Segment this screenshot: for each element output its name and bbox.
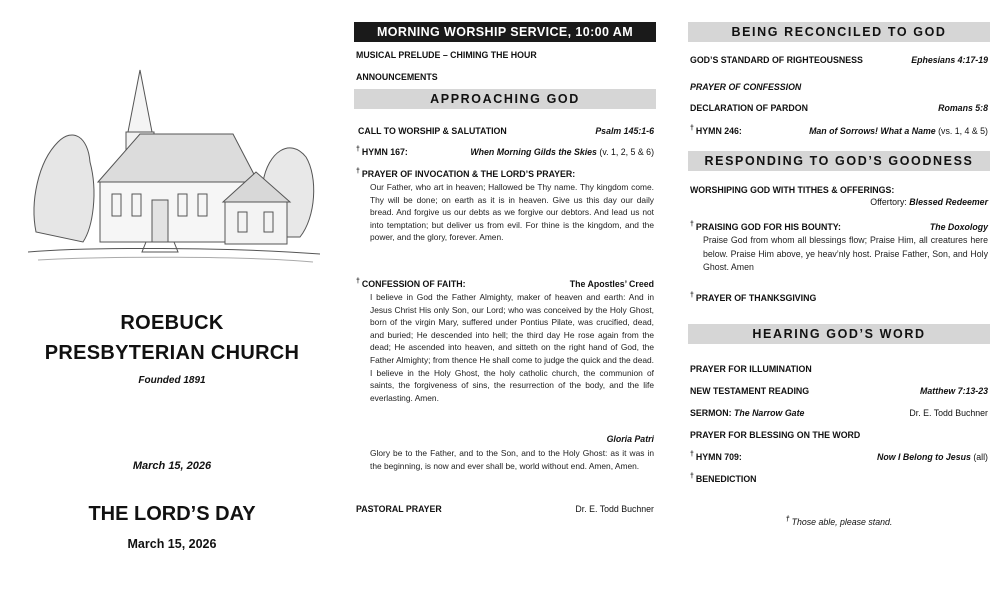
gods-standard-label: GOD’S STANDARD OF RIGHTEOUSNESS bbox=[690, 55, 863, 65]
ground bbox=[28, 248, 320, 254]
confession-of-faith bbox=[356, 278, 654, 289]
stand-marker: † bbox=[690, 125, 694, 132]
hymn-709-verses: (all) bbox=[973, 451, 988, 462]
hymn-167-title: When Morning Gilds the Skies bbox=[470, 146, 597, 157]
gods-standard bbox=[690, 55, 988, 65]
declaration-ref: Romans 5:8 bbox=[938, 103, 988, 113]
stand-marker: † bbox=[356, 278, 360, 285]
pastoral-prayer bbox=[356, 504, 654, 514]
offertory-label: Offertory: bbox=[870, 197, 907, 207]
invocation bbox=[356, 168, 575, 179]
footnote-text: Those able, please stand. bbox=[791, 516, 893, 527]
hymn-246-verses: (vs. 1, 4 & 5) bbox=[938, 125, 988, 136]
stand-marker: † bbox=[690, 292, 694, 299]
stand-marker: † bbox=[356, 146, 360, 153]
confession-ref: The Apostles’ Creed bbox=[569, 278, 654, 289]
hymn-167-verses: (v. 1, 2, 5 & 6) bbox=[599, 146, 654, 157]
hymn-246-title: Man of Sorrows! What a Name bbox=[809, 125, 936, 136]
gods-standard-ref: Ephesians 4:17-19 bbox=[911, 55, 988, 65]
invocation-label: PRAYER OF INVOCATION & THE LORD’S PRAYER: bbox=[361, 168, 576, 179]
thanksgiving-label: PRAYER OF THANKSGIVING bbox=[695, 292, 817, 303]
pastoral-prayer-label: PASTORAL PRAYER bbox=[356, 504, 442, 514]
approaching-god-header: APPROACHING GOD bbox=[354, 89, 656, 109]
call-to-worship bbox=[358, 126, 654, 136]
steeple bbox=[128, 70, 152, 132]
stand-marker: † bbox=[690, 221, 694, 228]
hymn-709 bbox=[690, 451, 988, 462]
hearing-header: HEARING GOD’S WORD bbox=[688, 324, 990, 344]
pastoral-prayer-leader: Dr. E. Todd Buchner bbox=[575, 504, 654, 514]
offertory bbox=[690, 197, 988, 207]
tree-left bbox=[34, 135, 94, 242]
hymn-709-label: HYMN 709: bbox=[695, 451, 742, 462]
church-name-line1: ROEBUCK bbox=[120, 312, 224, 334]
church-name-line2: PRESBYTERIAN CHURCH bbox=[44, 342, 300, 364]
declaration-of-pardon bbox=[690, 103, 988, 113]
hymn-167-label: HYMN 167: bbox=[361, 146, 408, 157]
sermon-label: SERMON: bbox=[690, 408, 732, 418]
declaration-label: DECLARATION OF PARDON bbox=[690, 103, 808, 113]
nt-reading-label: NEW TESTAMENT READING bbox=[690, 386, 810, 396]
lords-prayer-text: Our Father, who art in heaven; Hallowed be Thy name. Thy kingdom come. Thy will be done; on earth as it is in heaven. Give us this day our daily bread. And forgive us our debts as we forgive our debtors. And lead us not into temptation; but deliver us from evil. For thine is the kingdom, and the power, and the glory, forever. Amen. bbox=[370, 182, 654, 243]
prayer-for-illumination: PRAYER FOR ILLUMINATION bbox=[690, 364, 812, 374]
hymn-246 bbox=[690, 125, 988, 136]
offertory-title: Blessed Redeemer bbox=[909, 197, 988, 207]
apostles-creed-text: I believe in God the Father Almighty, maker of heaven and earth: And in Jesus Christ His only Son, our Lord; who was conceived by the Holy Ghost, born of the virgin Mary, suffered under Pontius Pilate, was crucified, dead, and buried; He descended into hell; the third day He rose again from the dead; He ascended into heaven, and sitteth on the right hand of God, the Father Almighty; from thence He shall come to judge the quick and the dead. I believe in the Holy Ghost, the holy catholic church, the communion of saints, the forgiveness of sins, the resurrection of the body, and the life everlasting. Amen. bbox=[370, 292, 654, 403]
service-date-top: March 15, 2026 bbox=[132, 460, 212, 472]
stand-marker: † bbox=[785, 516, 790, 523]
reconciled-header: BEING RECONCILED TO GOD bbox=[688, 22, 990, 42]
church-illustration bbox=[28, 42, 320, 272]
call-to-worship-ref: Psalm 145:1-6 bbox=[595, 126, 654, 136]
church-roof bbox=[98, 134, 258, 182]
confession-label: CONFESSION OF FAITH: bbox=[361, 278, 466, 289]
service-header: MORNING WORSHIP SERVICE, 10:00 AM bbox=[354, 22, 656, 42]
stand-marker: † bbox=[356, 168, 360, 175]
tithes-offerings: WORSHIPING GOD WITH TITHES & OFFERINGS: bbox=[690, 185, 895, 195]
benediction bbox=[690, 473, 757, 484]
musical-prelude: MUSICAL PRELUDE – CHIMING THE HOUR bbox=[356, 50, 537, 60]
announcements: ANNOUNCEMENTS bbox=[356, 72, 438, 82]
benediction-label: BENEDICTION bbox=[695, 473, 757, 484]
nt-reading bbox=[690, 386, 988, 396]
responding-header: RESPONDING TO GOD’S GOODNESS bbox=[688, 151, 990, 171]
praising-god bbox=[690, 221, 988, 232]
sermon-preacher: Dr. E. Todd Buchner bbox=[909, 408, 988, 418]
sermon-title: The Narrow Gate bbox=[734, 408, 805, 418]
hymn-167 bbox=[356, 146, 654, 157]
lords-day-title: THE LORD’S DAY bbox=[88, 503, 256, 525]
hymn-709-title: Now I Belong to Jesus bbox=[877, 451, 971, 462]
call-to-worship-label: CALL TO WORSHIP & SALUTATION bbox=[358, 126, 507, 136]
doxology-title: The Doxology bbox=[929, 221, 988, 232]
stand-marker: † bbox=[690, 451, 694, 458]
founded-year: Founded 1891 bbox=[138, 375, 206, 386]
sermon bbox=[690, 408, 988, 418]
standing-footnote bbox=[688, 516, 990, 527]
service-date-bottom: March 15, 2026 bbox=[127, 537, 217, 551]
prayer-of-thanksgiving bbox=[690, 292, 816, 303]
gloria-patri-title: Gloria Patri bbox=[606, 434, 654, 444]
doxology-text: Praise God from whom all blessings flow; Praise Him, all creatures here below. Praise Him above, ye heav’nly host. Praise Father, Son, and Holy Ghost. Amen bbox=[703, 235, 988, 272]
gloria-patri-text: Glory be to the Father, and to the Son, and to the Holy Ghost: as it was in the beginning, is now and ever shall be, world without end. Amen, Amen. bbox=[370, 448, 654, 471]
stand-marker: † bbox=[690, 473, 694, 480]
prayer-of-confession: PRAYER OF CONFESSION bbox=[690, 82, 802, 92]
prayer-for-blessing: PRAYER FOR BLESSING ON THE WORD bbox=[690, 430, 861, 440]
nt-reading-ref: Matthew 7:13-23 bbox=[920, 386, 988, 396]
praising-label: PRAISING GOD FOR HIS BOUNTY: bbox=[695, 221, 841, 232]
hymn-246-label: HYMN 246: bbox=[695, 125, 742, 136]
